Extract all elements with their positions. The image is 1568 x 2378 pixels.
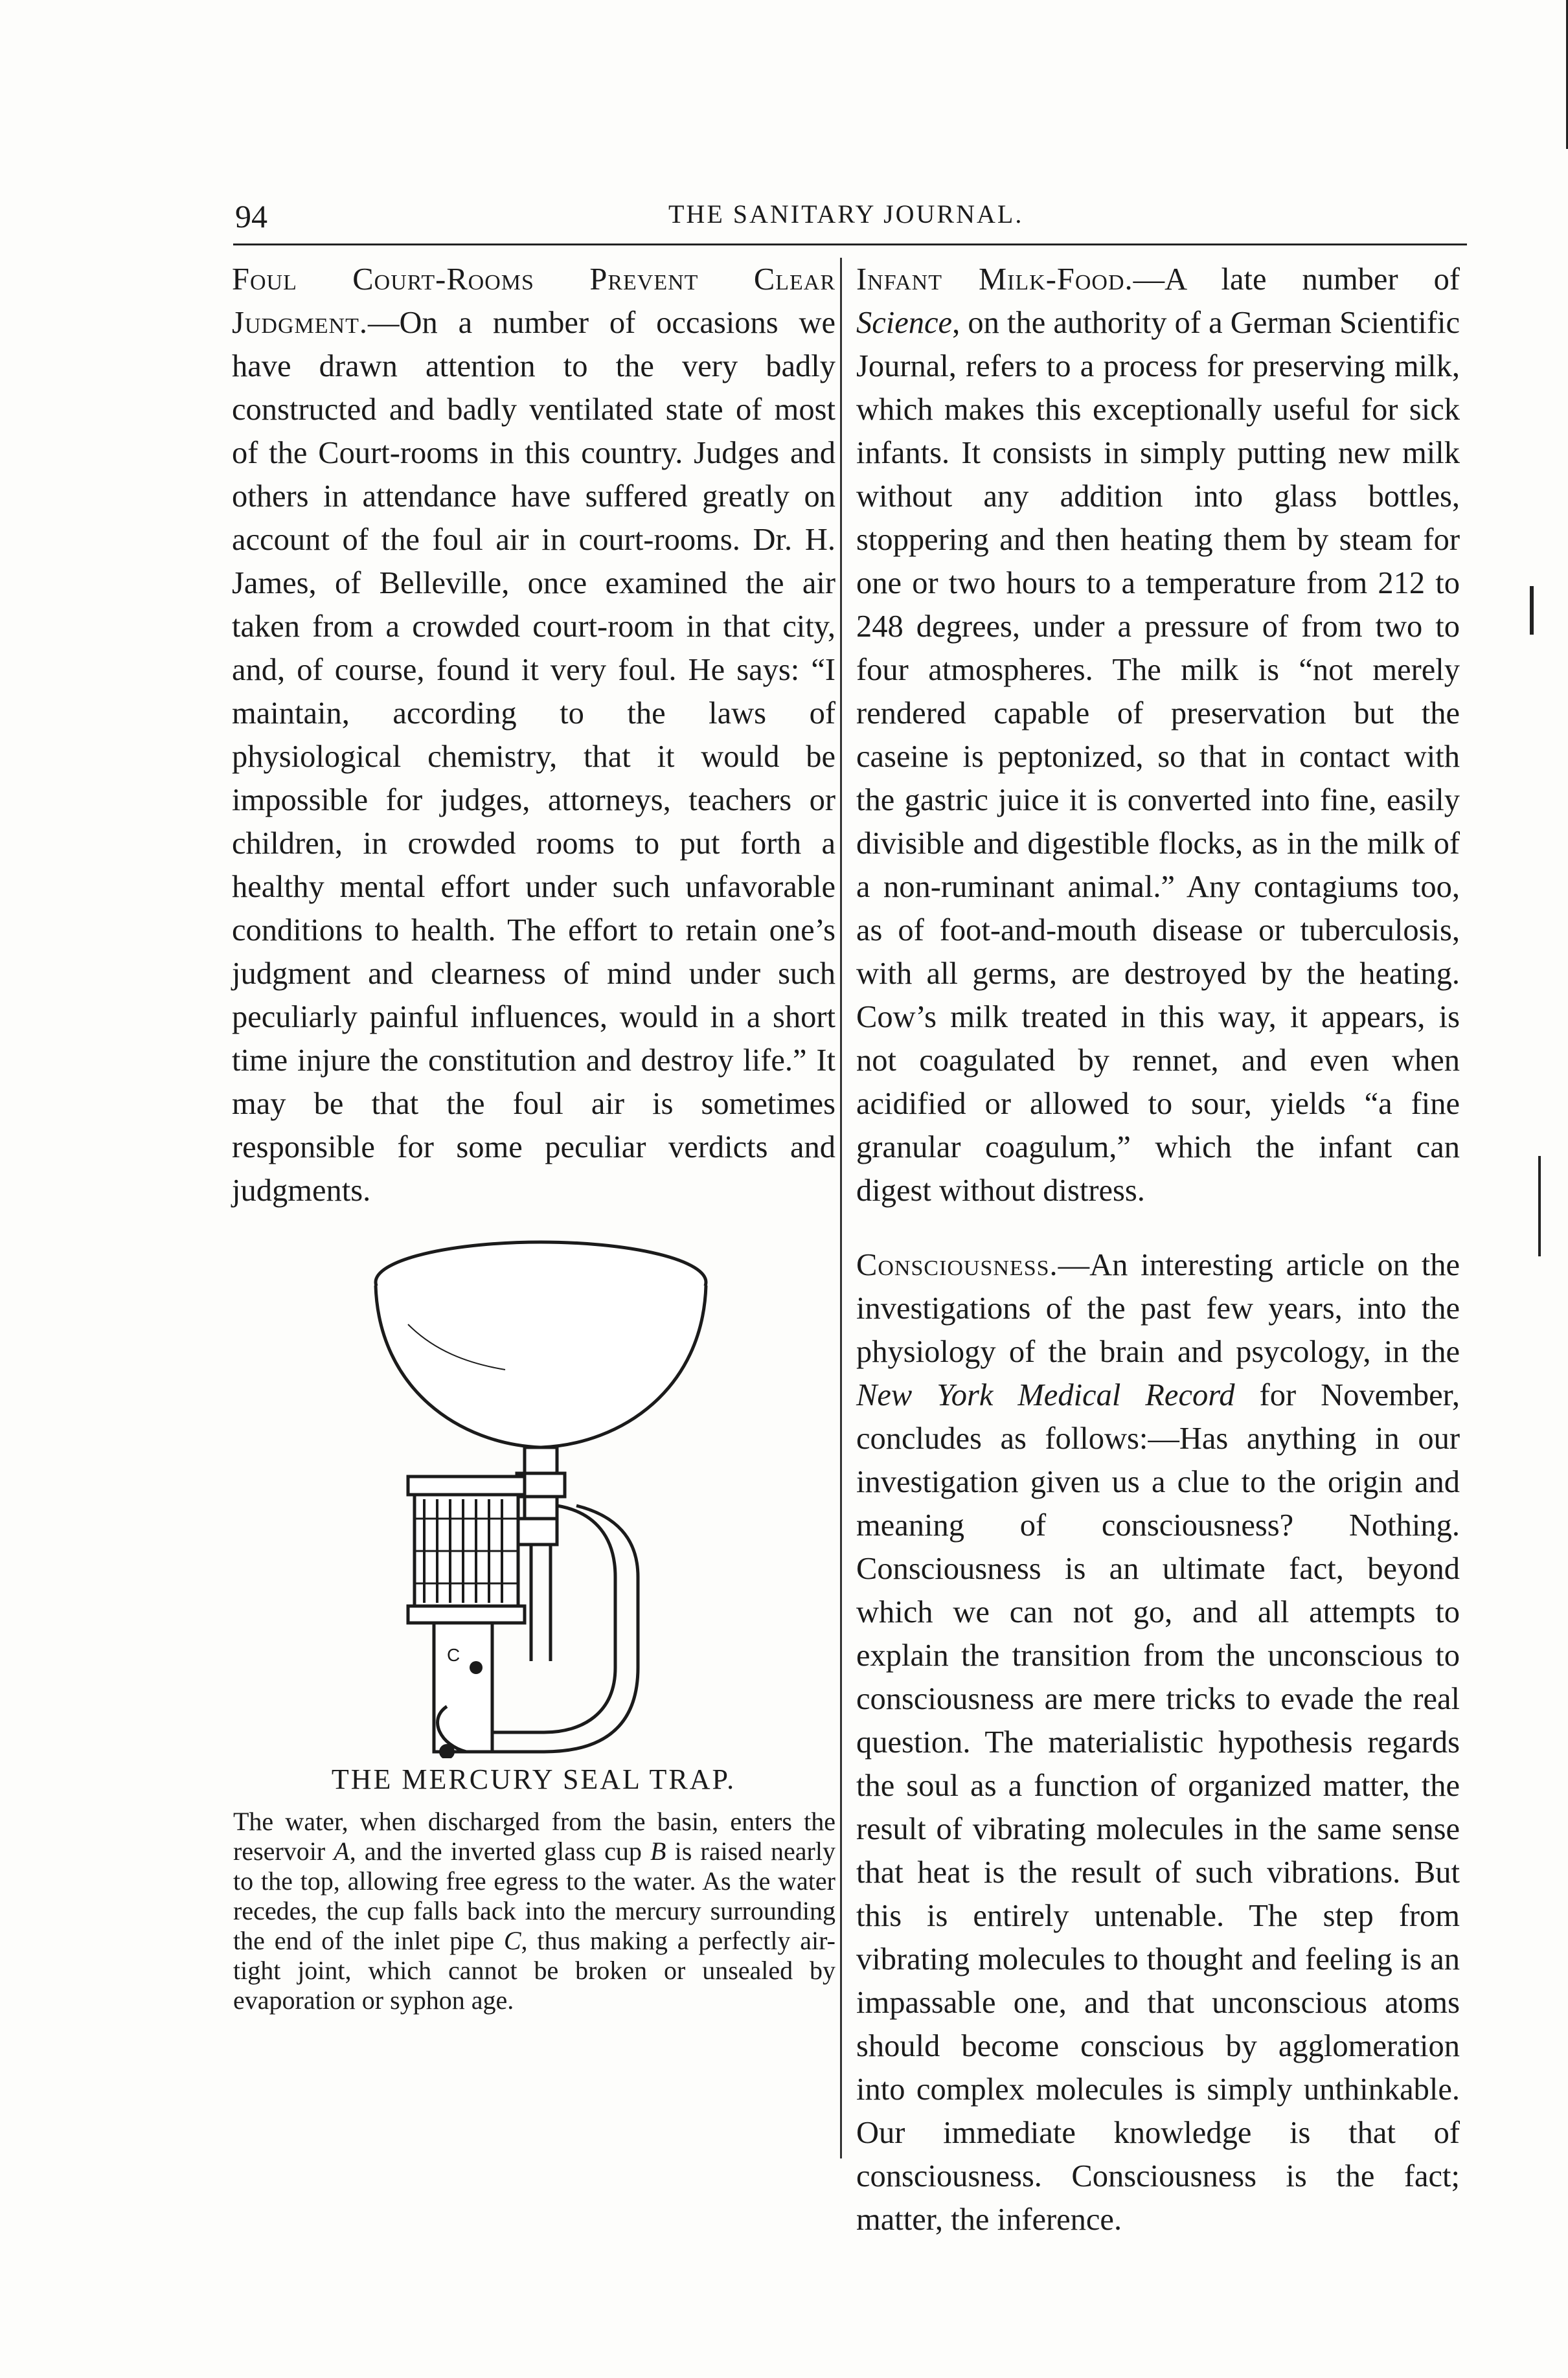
margin-mark-middle: [1530, 586, 1534, 635]
mercury-seal-trap-illustration: [311, 1214, 803, 1758]
margin-mark-lower: [1538, 1156, 1541, 1256]
caption-text-4: , thus making a perfectly air-tight joint, which cannot be broken or unsealed by evaporation or syphon age.: [233, 1926, 835, 2015]
article-body-part-1: —An interesting article on the investigations of the past few years, into the physiology of the brain and psycology, in the: [856, 1248, 1460, 1369]
consciousness-article: [856, 1243, 1460, 2241]
caption-text-2: , and the inverted glass cup: [349, 1837, 650, 1866]
journal-name-science: Science: [856, 306, 953, 340]
article-body-part-1: —A late number of: [1133, 262, 1460, 297]
infant-milk-food-article: [856, 258, 1460, 1212]
article-body-part-2: for November, concludes as follows:—Has anything in our investigation given us a clue to the origin and meaning of consciousness? Nothing. Consciousness is an ultimate fact, beyond which we can not go, and all attempts to explain the transition from the unconscious to consciousness are mere tricks to evade the real question. The materialistic hypothesis regards the soul as a function of organized matter, the result of vibrating molecules in the same sense that heat is the result of such vibrations. But this is entirely untenable. The step from vibrating molecules to thought and feeling is an impassable one, and that unconscious atoms should become conscious by agglomeration into complex molecules is simply unthinkable. Our immediate knowledge is that of consciousness. Consciousness is the fact; matter, the inference.: [856, 1378, 1460, 2237]
article-title-foul-court-rooms: Foul Court-Rooms Prevent Clear Judgment.: [232, 262, 835, 340]
right-column: [856, 258, 1460, 2241]
running-head: THE SANITARY JOURNAL.: [668, 199, 1024, 229]
article-body-foul-court-rooms: —On a number of occasions we have drawn attention to the very badly constructed and badly ventilated state of most of the Court-rooms in this country. Judges and others in attendance have suffered greatly on account of the foul air in court-rooms. Dr. H. James, of Belleville, once examined the air taken from a crowded court-room in that city, and, of course, found it very foul. He says: “I maintain, according to the laws of physiological chemistry, that it would be impossible for judges, attorneys, teachers or children, in crowded rooms to put forth a healthy mental effort under such unfavorable conditions to health. The effort to retain one’s judgment and clearness of mind under such peculiarly painful influences, would in a short time injure the constitution and destroy life.” It may be that the foul air is sometimes responsible for some peculiar verdicts and judgments.: [232, 306, 835, 1208]
caption-label-b: B: [650, 1837, 666, 1866]
foul-court-rooms-article: [232, 258, 835, 1212]
caption-label-c: C: [503, 1926, 521, 1955]
page-number: 94: [235, 198, 267, 234]
left-column: [232, 258, 835, 1212]
article-title-consciousness: Consciousness.: [856, 1248, 1058, 1282]
column-rule: [840, 258, 842, 2158]
article-body-part-2: , on the authority of a German Scientific Journal, refers to a process for preserving milk, which makes this exceptionally useful for sick infants. It consists in simply putting new milk without any addition into glass bottles, stoppering and then heating them by steam for one or two hours to a temperature from 212 to 248 degrees, under a pressure of from two to four atmospheres. The milk is “not merely rendered capable of preservation but the caseine is peptonized, so that in contact with the gastric juice it is converted into fine, easily divisible and digestible flocks, as in the milk of a non-ruminant animal.” Any contagiums too, as of foot-and-mouth disease or tuberculosis, with all germs, are destroyed by the heating. Cow’s milk treated in this way, it appears, is not coagulated by rennet, and even when acidified or allowed to sour, yields “a fine granular coagulum,” which the infant can digest without distress.: [856, 306, 1460, 1208]
caption-text-1: The water, when discharged from the basin, enters the reservoir: [233, 1807, 835, 1866]
figure-title: THE MERCURY SEAL TRAP.: [331, 1763, 736, 1795]
article-title-infant-milk-food: Infant Milk-Food.: [856, 262, 1133, 297]
journal-name-medical-record: New York Medical Record: [856, 1378, 1235, 1412]
caption-label-a: A: [334, 1837, 350, 1866]
figure-caption: [233, 1807, 835, 2015]
figure-label-c: C: [447, 1645, 460, 1665]
header-rule: [233, 243, 1467, 245]
caption-text-3: is raised nearly to the top, allowing free egress to the water. As the water recedes, the cup falls back into the mercury surrounding the end of the inlet pipe: [233, 1837, 835, 1955]
